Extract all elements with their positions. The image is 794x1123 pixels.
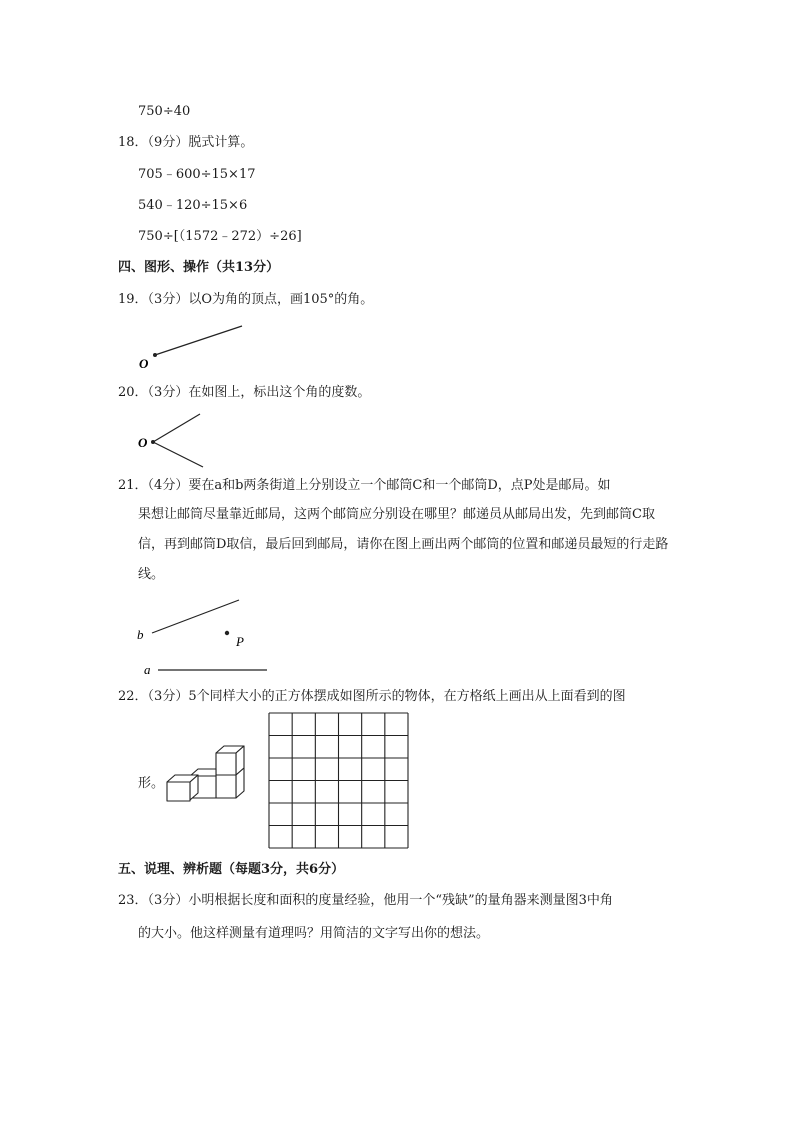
q19-ray-figure (130, 318, 250, 374)
section-4-heading: 四、图形、操作（共13分） (118, 260, 280, 275)
q21-label-b: b (137, 627, 144, 642)
q23-line1: 23．（3分）小明根据长度和面积的度量经验，他用一个“残缺”的量角器来测量图3中角 (118, 893, 613, 908)
q21-label-p: P (236, 634, 244, 649)
q20-text: 20．（3分）在如图上，标出这个角的度数。 (118, 385, 371, 400)
section-5-heading: 五、说理、辨析题（每题3分，共6分） (118, 862, 345, 877)
q21-streets-figure (130, 596, 275, 680)
q22-square-grid (268, 712, 410, 850)
q18-item-3: 750÷[（1572﹣272）÷26] (138, 229, 302, 244)
q20-angle-figure (130, 410, 210, 472)
q19-label-o: O (139, 356, 149, 371)
q21-line1: 21．（4分）要在a和b两条街道上分别设立一个邮筒C和一个邮筒D，点P处是邮局。如 (118, 478, 611, 493)
q18-item-2: 540﹣120÷15×6 (138, 198, 248, 213)
q22-cubes-figure (160, 740, 250, 806)
q22-line1: 22．（3分）5个同样大小的正方体摆成如图所示的物体，在方格纸上画出从上面看到的图 (118, 689, 626, 704)
q18-item-1: 705﹣600÷15×17 (138, 167, 256, 182)
q19-text: 19．（3分）以O为角的顶点，画105°的角。 (118, 292, 374, 307)
q20-label-o: O (138, 435, 148, 450)
q21-label-a: a (144, 662, 151, 677)
calc-tail: 750÷40 (138, 104, 191, 119)
q22-tail: 形。 (138, 776, 165, 791)
q21-body: 果想让邮筒尽量靠近邮局，这两个邮筒应分别设在哪里？邮递员从邮局出发，先到邮筒C取信，再到邮筒D取信，最后回到邮局，请你在图上画出两个邮筒的位置和邮递员最短的行走路线。 (138, 507, 669, 582)
q18-header: 18．（9分）脱式计算。 (118, 135, 254, 150)
q23-line2: 的大小。他这样测量有道理吗？用简洁的文字写出你的想法。 (138, 926, 490, 941)
